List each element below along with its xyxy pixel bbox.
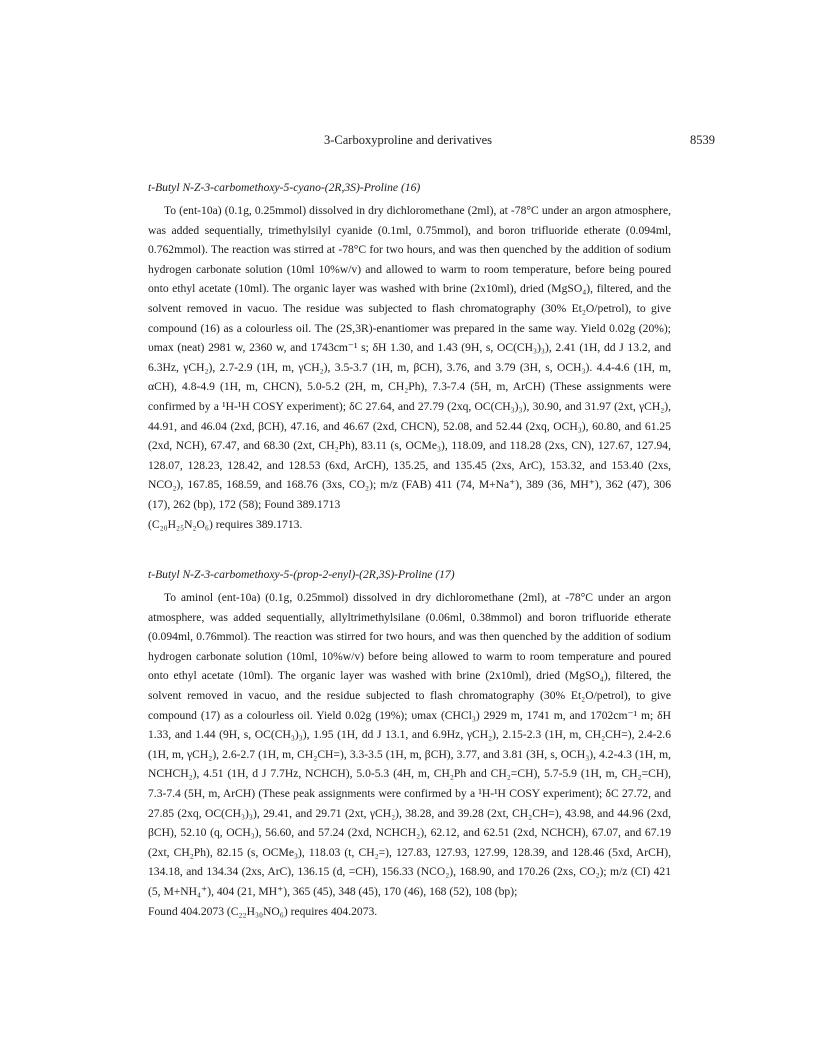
experimental-section-16	[148, 180, 671, 534]
section-final-line: Found 404.2073 (C₂₂H₃₀NO₆) requires 404.2073.	[148, 904, 378, 918]
section-heading: t-Butyl N-Z-3-carbomethoxy-5-cyano-(2R,3S)-Proline (16)	[148, 181, 421, 194]
section-heading: t-Butyl N-Z-3-carbomethoxy-5-(prop-2-enyl)-(2R,3S)-Proline (17)	[148, 568, 455, 581]
section-paragraph: To (ent-10a) (0.1g, 0.25mmol) dissolved in dry dichloromethane (2ml), at -78°C under an argon atmosphere, was added sequentially, trimethylsilyl cyanide (0.1ml, 0.75mmol), and boron trifluoride etherate (0.094ml, 0.762mmol). The reaction was stirred at -78°C for two hours, and was then quenched by the addition of sodium hydrogen carbonate solution (10ml 10%w/v) and allowed to warm to room temperature, before being poured onto ethyl acetate (10ml). The organic layer was washed with brine (2x10ml), dried (MgSO₄), filtered, and the solvent removed in vacuo. The residue was subjected to flash chromatography (30% Et₂O/petrol), to give compound (16) as a colourless oil. The (2S,3R)-enantiomer was prepared in the same way. Yield 0.02g (20%); υmax (neat) 2981 w, 2360 w, and 1743cm⁻¹ s; δH 1.30, and 1.43 (9H, s, OC(CH₃)₃), 2.41 (1H, dd J 13.2, and 6.3Hz, γCH₂), 2.7-2.9 (1H, m, γCH₂), 3.5-3.7 (1H, m, βCH), 3.76, and 3.79 (3H, s, OCH₃). 4.4-4.6 (1H, m, αCH), 4.8-4.9 (1H, m, CHCN), 5.0-5.2 (2H, m, CH₂Ph), 7.3-7.4 (5H, m, ArCH) (These assignments were confirmed by a ¹H-¹H COSY experiment); δC 27.64, and 27.79 (2xq, OC(CH₃)₃), 30.90, and 31.97 (2xt, γCH₂), 44.91, and 46.04 (2xd, βCH), 47.16, and 46.67 (2xd, CHCN), 52.08, and 52.44 (2xq, OCH₃), 60.80, and 61.25 (2xd, NCH), 67.47, and 68.30 (2xt, CH₂Ph), 83.11 (s, OCMe₃), 118.09, and 118.28 (2xs, CN), 127.67, 127.94, 128.07, 128.23, 128.42, and 128.53 (6xd, ArCH), 135.25, and 135.45 (2xs, ArC), 153.32, and 153.40 (2xs, NCO₂), 167.85, 168.59, and 168.76 (3xs, CO₂); m/z (FAB) 411 (74, M+Na⁺), 389 (36, MH⁺), 362 (47), 306 (17), 262 (bp), 172 (58); Found 389.1713	[148, 204, 671, 511]
experimental-section-17	[148, 567, 671, 921]
running-title: 3-Carboxyproline and derivatives	[323, 133, 492, 147]
section-final-line: (C₂₀H₂₅N₂O₆) requires 389.1713.	[148, 517, 303, 531]
section-paragraph: To aminol (ent-10a) (0.1g, 0.25mmol) dissolved in dry dichloromethane (2ml), at -78°C under an argon atmosphere, was added sequentially, allyltrimethylsilane (0.06ml, 0.38mmol) and boron trifluoride etherate (0.094ml, 0.76mmol). The reaction was stirred for two hours, and was then quenched by the addition of sodium hydrogen carbonate solution (10ml, 10%w/v) before being allowed to warm to room temperature and poured onto ethyl acetate (10ml). The organic layer was washed with brine (2x10ml), dried (MgSO₄), filtered, the solvent removed in vacuo, and the residue subjected to flash chromatography (30% Et₂O/petrol), to give compound (17) as a colourless oil. Yield 0.02g (19%); υmax (CHCl₃) 2929 m, 1741 m, and 1702cm⁻¹ m; δH 1.33, and 1.44 (9H, s, OC(CH₃)₃), 1.95 (1H, dd J 13.1, and 6.9Hz, γCH₂), 2.15-2.3 (1H, m, CH₂CH=), 2.4-2.6 (1H, m, γCH₂), 2.6-2.7 (1H, m, CH₂CH=), 3.3-3.5 (1H, m, βCH), 3.77, and 3.81 (3H, s, OCH₃), 4.2-4.3 (1H, m, NCHCH₂), 4.51 (1H, d J 7.7Hz, NCHCH), 5.0-5.3 (4H, m, CH₂Ph and CH₂=CH), 5.7-5.9 (1H, m, CH₂=CH), 7.3-7.4 (5H, m, ArCH) (These peak assignments were confirmed by a ¹H-¹H COSY experiment); δC 27.72, and 27.85 (2xq, OC(CH₃)₃), 29.41, and 29.71 (2xt, γCH₂), 38.28, and 39.28 (2xt, CH₂CH=), 43.98, and 44.96 (2xd, βCH), 52.10 (q, OCH₃), 56.60, and 57.24 (2xd, NCHCH₂), 62.12, and 62.51 (2xd, NCHCH), 67.07, and 67.19 (2xt, CH₂Ph), 82.15 (s, OCMe₃), 118.03 (t, CH₂=), 127.83, 127.93, 127.99, 128.39, and 128.46 (5xd, ArCH), 134.18, and 134.34 (2xs, ArC), 136.15 (d, =CH), 156.33 (NCO₂), 168.90, and 170.26 (2xs, CO₂); m/z (CI) 421 (5, M+NH₄⁺), 404 (21, MH⁺), 365 (45), 348 (45), 170 (46), 168 (52), 108 (bp);	[148, 591, 671, 898]
page-number: 8539	[690, 133, 715, 147]
